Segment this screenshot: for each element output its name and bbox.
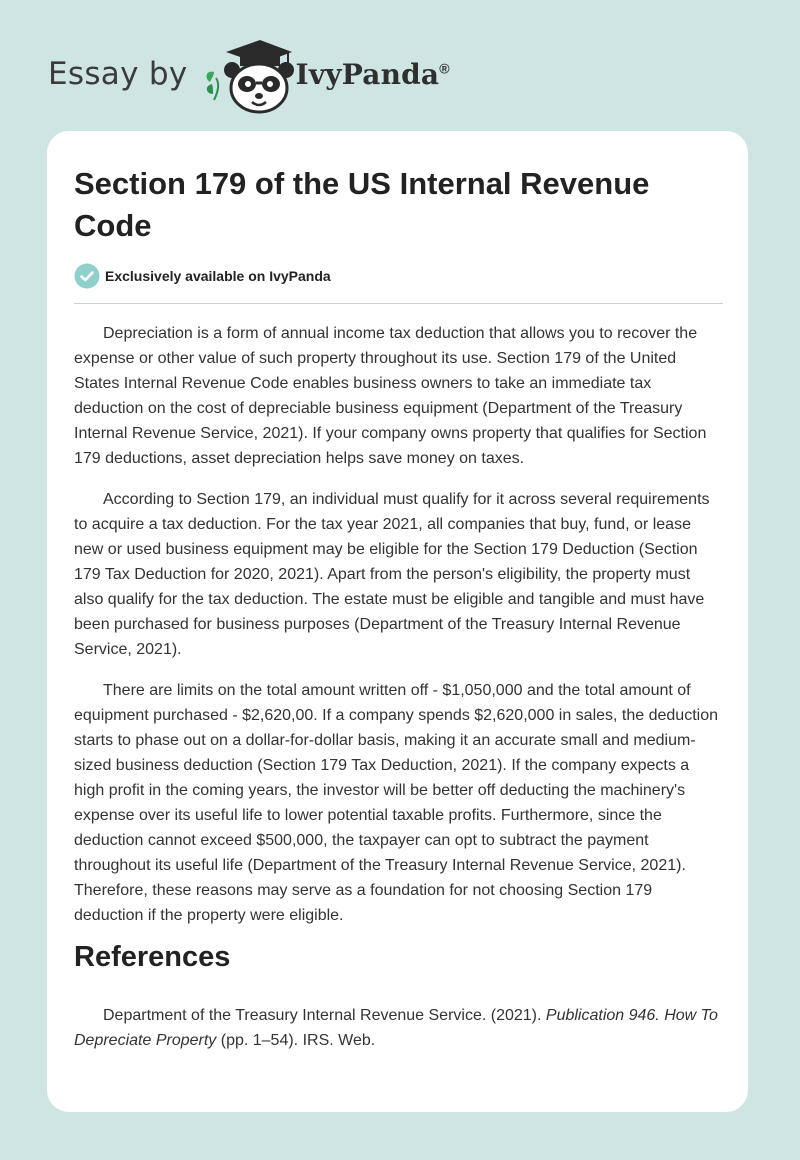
check-badge-icon [74,263,100,289]
registered-mark: ® [439,60,450,77]
reference-text: Department of the Treasury Internal Revenue Service. (2021). [103,1007,546,1024]
exclusive-badge [74,263,331,289]
reference-entry [74,1003,723,1053]
ivypanda-logo-icon[interactable] [202,34,294,114]
brand-text: IvyPanda [295,57,440,91]
reference-source: (pp. 1–54). IRS. Web. [216,1032,376,1049]
essay-body [74,321,723,944]
body-paragraph: According to Section 179, an individual must qualify for it across several requirements to acquire a tax deduction. For the tax year 2021, all companies that buy, fund, or lease new or used business equipment may be eligible for the Section 179 Deduction (Section 179 Tax Deduction for 2020, 2021). Apart from the person's eligibility, the property must also qualify for the tax deduction. The estate must be eligible and tangible and must have been purchased for business purposes (Department of the Treasury Internal Revenue Service, 2021). [74,491,710,658]
essay-card [47,131,748,1112]
body-paragraph: There are limits on the total amount written off - $1,050,000 and the total amount of equipment purchased - $2,620,00. If a company spends $2,620,000 in sales, the deduction starts to phase out on a dollar-for-dollar basis, making it an accurate small and medium-sized business deduction (Section 179 Tax Deduction, 2021). If the company expects a high profit in the coming years, the investor will be better off deducting the machinery's expense over its useful life to lower potential taxable profits. Furthermore, since the deduction cannot exceed $500,000, the taxpayer can opt to subtract the payment throughout its useful life (Department of the Treasury Internal Revenue Service, 2021). Therefore, these reasons may serve as a foundation for not choosing Section 179 deduction if the property were eligible. [74,682,718,924]
reference-title: Publication 946. How To Depreciate Property [74,1007,718,1049]
essay-by-label: Essay by [48,56,188,92]
references-list [74,1003,723,1053]
brand-name[interactable] [296,58,450,91]
title-divider [74,303,723,304]
exclusive-badge-label: Exclusively available on IvyPanda [105,268,331,284]
references-heading: References [74,941,231,973]
body-paragraph: Depreciation is a form of annual income tax deduction that allows you to recover the expense or other value of such property throughout its use. Section 179 of the United States Internal Revenue Code enables business owners to take an immediate tax deduction on the cost of depreciable business equipment (Department of the Treasury Internal Revenue Service, 2021). If your company owns property that qualifies for Section 179 deductions, asset depreciation helps save money on taxes. [74,325,707,467]
site-header [48,34,450,114]
page-title: Section 179 of the US Internal Revenue Code [74,166,650,243]
